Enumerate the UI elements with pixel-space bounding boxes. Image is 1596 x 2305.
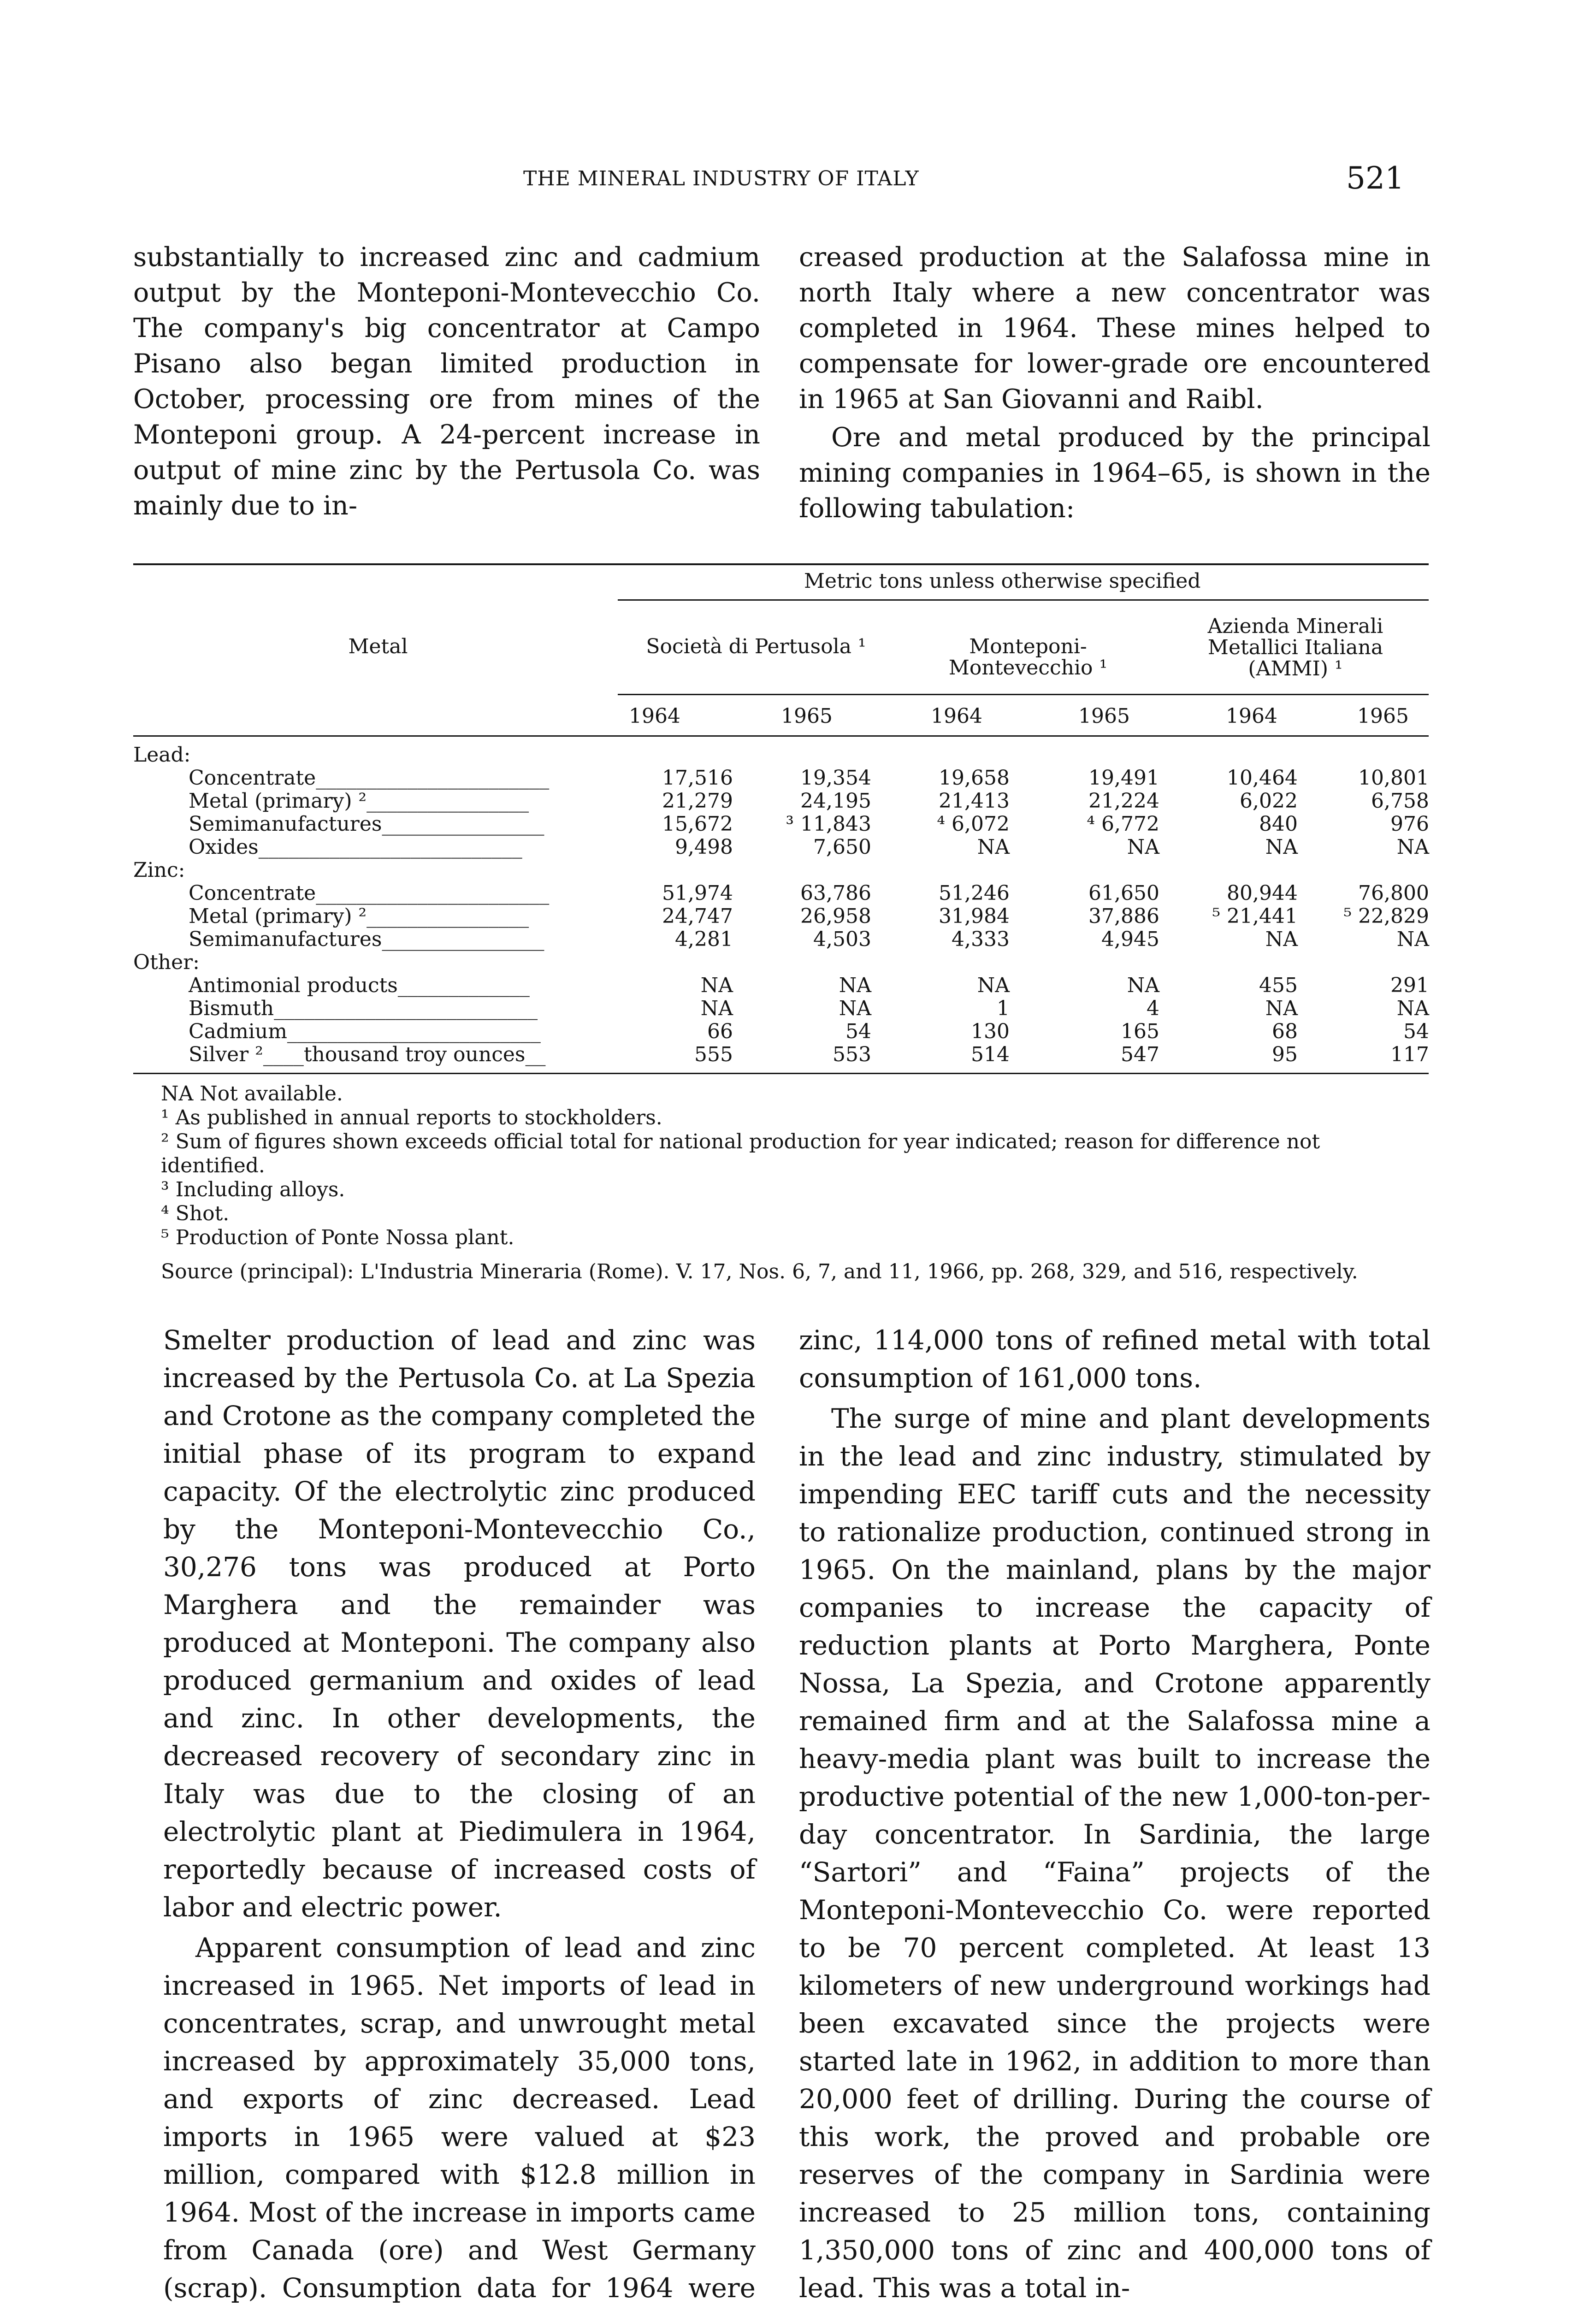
table-cell: 24,195	[800, 789, 871, 813]
row-label	[189, 974, 530, 997]
table-cell: 455	[1259, 974, 1298, 997]
table-cell: 80,944	[1227, 881, 1298, 905]
table-cell: NA	[1265, 928, 1298, 951]
table-cell: NA	[839, 974, 871, 997]
table-cell: 63,786	[800, 881, 871, 905]
leader-dots: _______________________	[316, 766, 550, 790]
leader-dots: _________________________	[287, 1020, 541, 1043]
year-header: 1965	[1357, 704, 1409, 728]
paragraph: substantially to increased zinc and cadmium output by the Monteponi-Montevecchio Co. The company's big concentrator at Campo Pisano also began limited production in October, processing ore from mines of the Monteponi group. A 24-percent increase in output of mine zinc by the Pertusola Co. was mainly due to in-	[133, 242, 760, 521]
year-rule	[133, 735, 1429, 737]
table-cell: 291	[1390, 974, 1429, 997]
table-cell: NA	[1396, 997, 1429, 1020]
page-number: 521	[1346, 160, 1404, 196]
footnote: ⁴ Shot.	[161, 1202, 230, 1225]
year-header: 1964	[931, 704, 982, 728]
table-cell: 51,974	[662, 881, 733, 905]
company-header-line: Montevecchio ¹	[948, 656, 1108, 680]
table-cell: 17,516	[662, 766, 733, 790]
table-cell: 514	[971, 1043, 1010, 1066]
table-cell: 54	[1403, 1020, 1429, 1043]
table-cell: 68	[1272, 1020, 1298, 1043]
company-header-pertusola: Società di Pertusola ¹	[646, 635, 866, 658]
table-cell: 4,945	[1101, 928, 1159, 951]
table-cell: 6,022	[1240, 789, 1298, 813]
company-header-line: Metallici Italiana	[1207, 636, 1383, 659]
running-header-title: THE MINERAL INDUSTRY OF ITALY	[523, 167, 919, 190]
table-spanner-heading: Metric tons unless otherwise specified	[804, 569, 1201, 593]
table-cell: 117	[1390, 1043, 1429, 1066]
section-label-other: Other:	[133, 951, 200, 974]
row-label	[189, 928, 544, 951]
footnote: ² Sum of figures shown exceeds official total for national production for year indicated; reason for difference not identified.	[161, 1130, 1320, 1177]
footnote: ¹ As published in annual reports to stockholders.	[161, 1106, 662, 1129]
row-label	[189, 904, 529, 928]
company-header-line: (AMMI) ¹	[1248, 657, 1343, 680]
row-label-text: Concentrate	[189, 881, 316, 905]
table-cell: ⁵ 21,441	[1212, 904, 1298, 928]
table-source: Source (principal): L'Industria Mineraria (Rome). V. 17, Nos. 6, 7, and 11, 1966, pp. 268, 329, and 516, respectively.	[161, 1260, 1358, 1283]
row-label	[189, 766, 549, 790]
table-cell: 10,464	[1227, 766, 1298, 790]
footnote: NA Not available.	[161, 1082, 343, 1105]
footnote: ⁵ Production of Ponte Nossa plant.	[161, 1226, 514, 1249]
table-cell: 66	[707, 1020, 733, 1043]
section-label-lead: Lead:	[133, 743, 191, 767]
table-top-rule	[133, 563, 1429, 565]
row-label-text: Metal (primary) ²	[189, 904, 367, 928]
row-label-text: Semimanufactures	[189, 812, 382, 836]
leader-dots: ________________	[382, 928, 544, 951]
table-cell: 19,491	[1088, 766, 1159, 790]
top-right-column	[799, 240, 1430, 526]
table-cell: 4,333	[952, 928, 1010, 951]
footnote: ³ Including alloys.	[161, 1178, 345, 1201]
row-label-text: Metal (primary) ²	[189, 789, 367, 813]
paragraph: zinc, 114,000 tons of refined metal with total consumption of 161,000 tons.	[799, 1324, 1430, 1394]
table-cell: 165	[1121, 1020, 1159, 1043]
company-header-ammi	[1162, 616, 1429, 680]
bottom-left-column	[163, 1321, 756, 2305]
paragraph: The surge of mine and plant developments in the lead and zinc industry, stimulated by impending EEC tariff cuts and the necessity to rationalize production, continued strong in 1965. On the mainland, plans by the major companies to increase the capacity of reduction plants at Porto Marghera, Ponte Nossa, La Spezia, and Crotone apparently remained firm and at the Salafossa mine a heavy-media plant was built to increase the productive potential of the new 1,000-ton-per-day concentrator. In Sardinia, the large “Sartori” and “Faina” projects of the Monteponi-Montevecchio Co. were reported to be 70 percent completed. At least 13 kilometers of new underground workings had been excavated since the projects were started late in 1962, in addition to more than 20,000 feet of drilling. During the course of this work, the proved and probable ore reserves of the company in Sardinia were increased to 25 million tons, containing 1,350,000 tons of zinc and 400,000 tons of lead. This was a total in-	[799, 1403, 1430, 2304]
year-header: 1964	[1226, 704, 1277, 728]
table-cell: 76,800	[1358, 881, 1429, 905]
row-label-text: Oxides	[189, 835, 259, 859]
table-cell: 15,672	[662, 812, 733, 836]
table-cell: ⁴ 6,072	[937, 812, 1010, 836]
table-cell: 4,281	[675, 928, 733, 951]
row-label	[189, 835, 522, 859]
table-cell: 4	[1147, 997, 1159, 1020]
row-label-text: Bismuth	[189, 997, 274, 1020]
table-cell: 37,886	[1088, 904, 1159, 928]
paragraph: creased production at the Salafossa mine in north Italy where a new concentrator was completed in 1964. These mines helped to compensate for lower-grade ore encountered in 1965 at San Giovanni and Raibl.	[799, 242, 1430, 414]
table-cell: 976	[1390, 812, 1429, 836]
table-cell: NA	[1396, 928, 1429, 951]
company-header-line: Monteponi-	[969, 635, 1087, 658]
table-cell: 31,984	[939, 904, 1010, 928]
table-cell: ⁴ 6,772	[1087, 812, 1159, 836]
row-label	[189, 881, 549, 905]
company-header-monteponi	[894, 636, 1162, 679]
table-cell: 24,747	[662, 904, 733, 928]
table-cell: 21,224	[1088, 789, 1159, 813]
row-label-text: Cadmium	[189, 1020, 287, 1043]
table-cell: 21,413	[939, 789, 1010, 813]
leader-dots: _______________________	[316, 881, 550, 905]
table-cell: 61,650	[1088, 881, 1159, 905]
table-cell: 553	[833, 1043, 871, 1066]
leader-dots: __________________________	[258, 835, 522, 859]
table-cell: 19,354	[800, 766, 871, 790]
table-cell: NA	[1127, 835, 1159, 859]
table-cell: 6,758	[1371, 789, 1429, 813]
year-header: 1965	[781, 704, 833, 728]
table-cell: 21,279	[662, 789, 733, 813]
table-cell: NA	[1265, 997, 1298, 1020]
row-label	[189, 1020, 541, 1043]
table-cell: 7,650	[813, 835, 871, 859]
table-cell: ³ 11,843	[786, 812, 871, 836]
paragraph: Smelter production of lead and zinc was increased by the Pertusola Co. at La Spezia and Crotone as the company completed the initial phase of its program to expand capacity. Of the electrolytic zinc produced by the Monteponi-Montevecchio Co., 30,276 tons was produced at Porto Marghera and the remainder was produced at Monteponi. The company also produced germanium and oxides of lead and zinc. In other developments, the decreased recovery of secondary zinc in Italy was due to the closing of an electrolytic plant at Piedimulera in 1964, reportedly because of increased costs of labor and electric power.	[163, 1324, 756, 1923]
table-cell: NA	[839, 997, 871, 1020]
leader-dots: _____________	[397, 974, 530, 997]
spanner-rule	[618, 599, 1429, 601]
table-cell: 54	[845, 1020, 871, 1043]
row-label	[189, 997, 538, 1020]
table-cell: NA	[1265, 835, 1298, 859]
table-cell: ⁵ 22,829	[1343, 904, 1429, 928]
table-cell: 26,958	[800, 904, 871, 928]
leader-dots: __________________________	[274, 997, 538, 1020]
leader-dots: __	[525, 1043, 546, 1066]
table-cell: 10,801	[1358, 766, 1429, 790]
row-label	[189, 812, 544, 836]
row-label	[189, 1043, 545, 1066]
table-cell: 1	[997, 997, 1010, 1020]
table-cell: 840	[1259, 812, 1298, 836]
paragraph: Ore and metal produced by the principal mining companies in 1964–65, is shown in the following tabulation:	[799, 422, 1430, 524]
leader-dots: ________________	[366, 904, 529, 928]
metal-column-header: Metal	[348, 635, 408, 658]
table-cell: 51,246	[939, 881, 1010, 905]
leader-dots: ________________	[366, 789, 529, 813]
table-cell: 4,503	[813, 928, 871, 951]
section-label-zinc: Zinc:	[133, 858, 185, 882]
company-header-line: Azienda Minerali	[1207, 615, 1383, 638]
table-cell: 555	[694, 1043, 733, 1066]
row-label	[189, 789, 529, 813]
header-rule	[618, 694, 1429, 695]
table-cell: NA	[1396, 835, 1429, 859]
table-cell: NA	[977, 835, 1010, 859]
table-cell: 19,658	[939, 766, 1010, 790]
leader-dots: ________________	[382, 812, 544, 836]
row-label-text: Concentrate	[189, 766, 316, 790]
table-footnotes	[133, 1082, 1429, 1284]
year-header: 1964	[629, 704, 680, 728]
table-cell: 95	[1272, 1043, 1298, 1066]
top-left-column	[133, 240, 760, 524]
paragraph: Apparent consumption of lead and zinc increased in 1965. Net imports of lead in concentrates, scrap, and unwrought metal increased by approximately 35,000 tons, and exports of zinc decreased. Lead imports in 1965 were valued at $23 million, compared with $12.8 million in 1964. Most of the increase in imports came from Canada (ore) and West Germany (scrap). Consumption data for 1964 were	[163, 1932, 756, 2304]
table-cell: 130	[971, 1020, 1010, 1043]
table-cell: NA	[977, 974, 1010, 997]
table-cell: NA	[700, 974, 733, 997]
table-cell: 547	[1121, 1043, 1159, 1066]
table-bottom-rule	[133, 1073, 1429, 1074]
table-cell: 9,498	[675, 835, 733, 859]
bottom-right-column	[799, 1321, 1430, 2305]
row-label-text: Semimanufactures	[189, 928, 382, 951]
year-header: 1965	[1078, 704, 1130, 728]
row-label-text: Silver ²____thousand troy ounces	[189, 1043, 526, 1066]
row-label-text: Antimonial products	[189, 974, 398, 997]
table-cell: NA	[700, 997, 733, 1020]
table-cell: NA	[1127, 974, 1159, 997]
